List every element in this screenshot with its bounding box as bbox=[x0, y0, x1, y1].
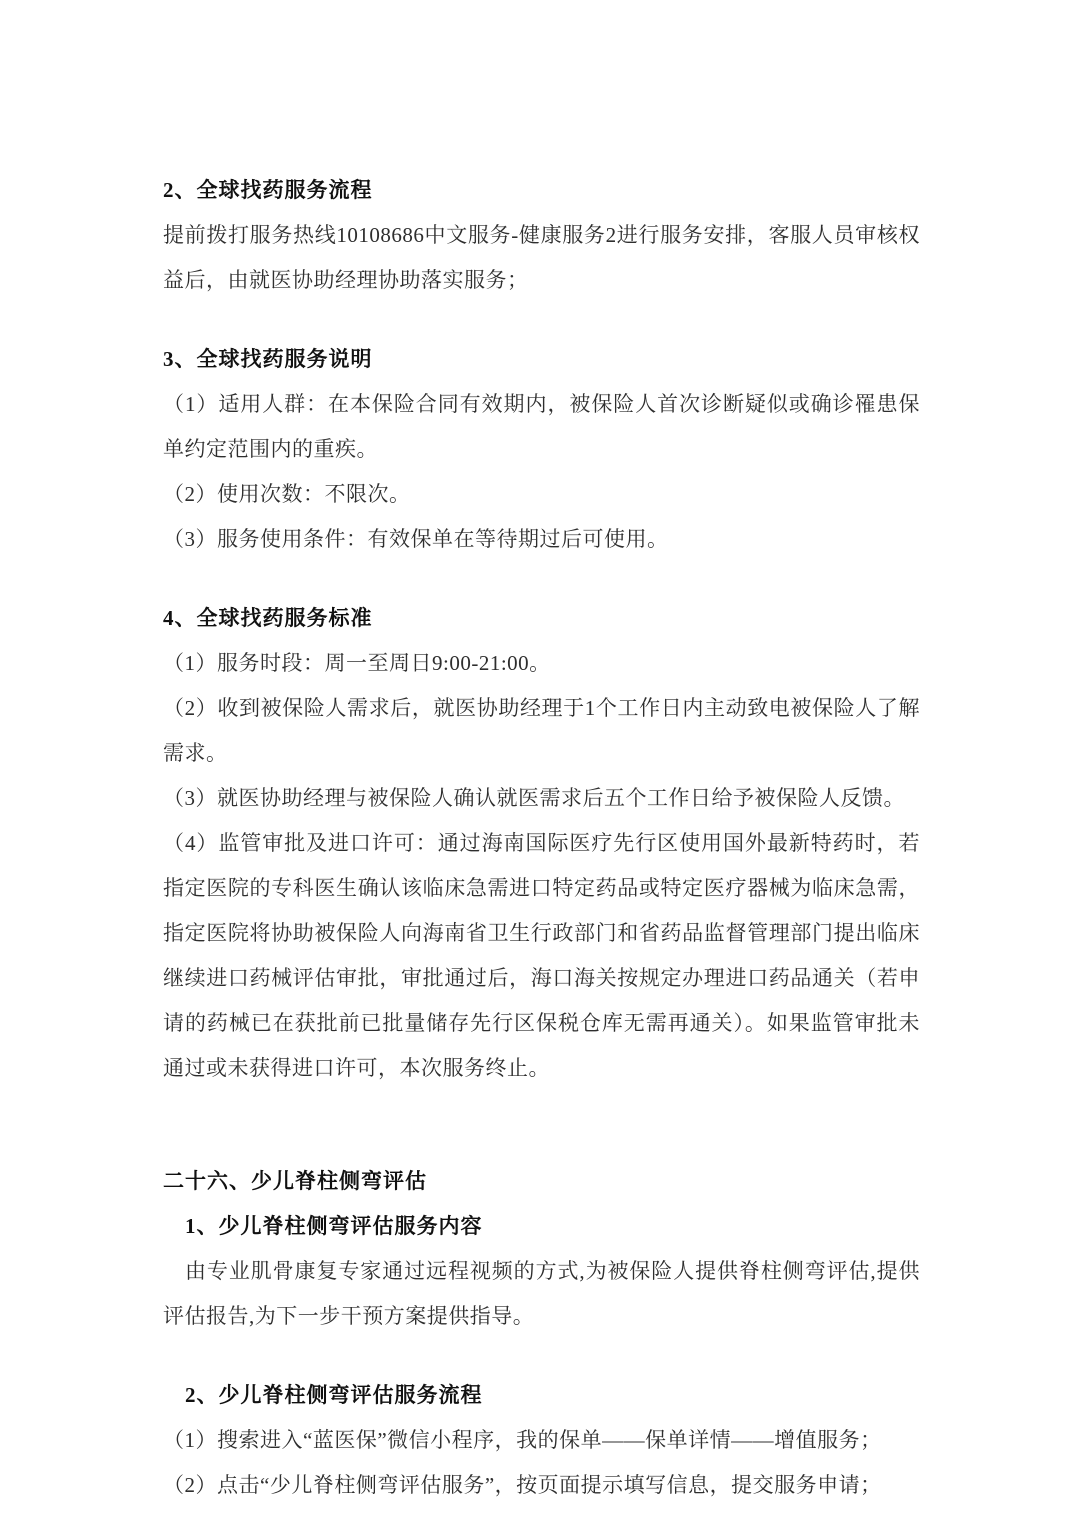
para-usage-count: （2）使用次数：不限次。 bbox=[163, 482, 411, 506]
para-regulatory-approval: （4）监管审批及进口许可：通过海南国际医疗先行区使用国外最新特药时，若指定医院的专科医生确认该临床急需进口特定药品或特定医疗器械为临床急需，指定医院将协助被保险人向海南省卫生行政部门和省药品监督管理部门提出临床继续进口药械评估审批，审批通过后，海口海关按规定办理进口药品通关（若申请的药械已在获批前已批量储存先行区保税仓库无需再通关）。如果监管审批未通过或未获得进口许可，本次服务终止。 bbox=[163, 831, 920, 1080]
para-service-hours: （1）服务时段：周一至周日9:00-21:00。 bbox=[163, 651, 551, 675]
para-scoliosis-service-content: 由专业肌骨康复专家通过远程视频的方式,为被保险人提供脊柱侧弯评估,提供评估报告,为下一步干预方案提供指导。 bbox=[163, 1259, 920, 1328]
heading-child-scoliosis-assessment: 二十六、少儿脊柱侧弯评估 bbox=[163, 1169, 427, 1193]
para-global-drug-search-process: 提前拨打服务热线10108686中文服务-健康服务2进行服务安排，客服人员审核权益后，由就医协助经理协助落实服务； bbox=[163, 223, 920, 292]
para-applicable-group: （1）适用人群：在本保险合同有效期内，被保险人首次诊断疑似或确诊罹患保单约定范围内的重疾。 bbox=[163, 392, 920, 461]
heading-global-drug-search-description: 3、全球找药服务说明 bbox=[163, 347, 373, 371]
para-scoliosis-step-1: （1）搜索进入“蓝医保”微信小程序，我的保单——保单详情——增值服务； bbox=[163, 1428, 882, 1452]
heading-global-drug-search-standard: 4、全球找药服务标准 bbox=[163, 606, 373, 630]
subheading-scoliosis-service-content: 1、少儿脊柱侧弯评估服务内容 bbox=[185, 1214, 483, 1238]
heading-global-drug-search-process: 2、全球找药服务流程 bbox=[163, 178, 373, 202]
para-response-time: （2）收到被保险人需求后，就医协助经理于1个工作日内主动致电被保险人了解需求。 bbox=[163, 696, 920, 765]
para-scoliosis-step-2: （2）点击“少儿脊柱侧弯评估服务”，按页面提示填写信息，提交服务申请； bbox=[163, 1473, 882, 1497]
subheading-scoliosis-service-process: 2、少儿脊柱侧弯评估服务流程 bbox=[185, 1383, 483, 1407]
para-usage-condition: （3）服务使用条件：有效保单在等待期过后可使用。 bbox=[163, 527, 669, 551]
para-feedback-time: （3）就医协助经理与被保险人确认就医需求后五个工作日给予被保险人反馈。 bbox=[163, 786, 905, 810]
